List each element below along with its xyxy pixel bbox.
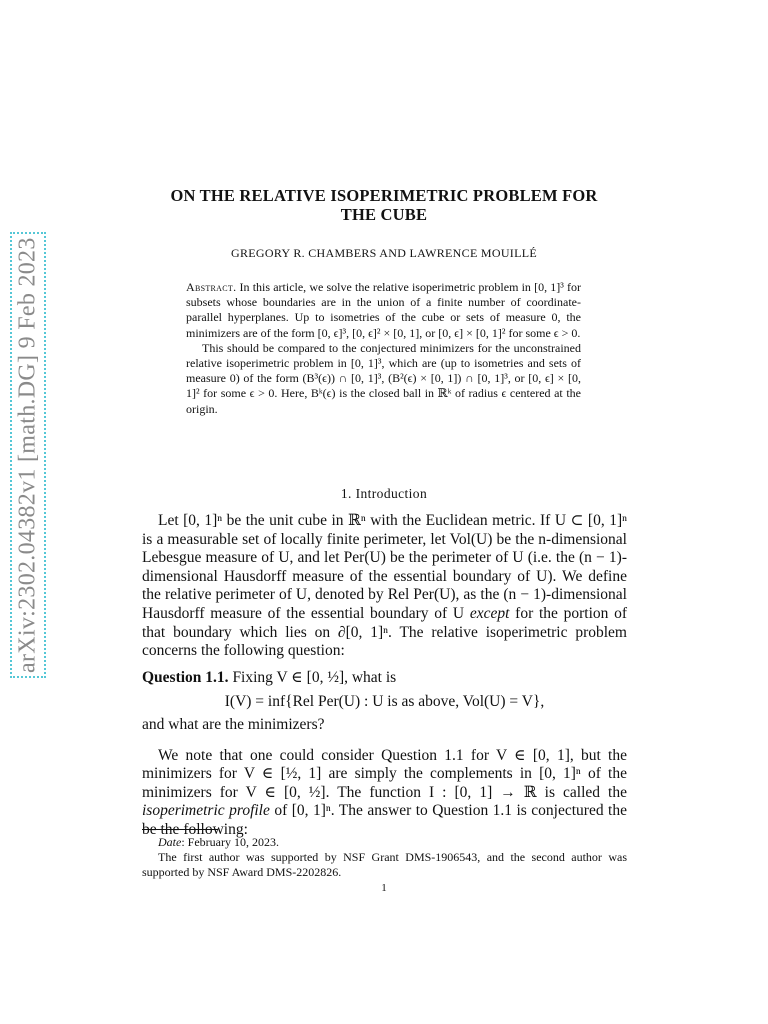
intro-text-1-tail: for the portion of that boundary which lies on ∂[0, 1]ⁿ. The relative isoperimetric problem concerns the following question: <box>142 604 628 660</box>
abstract-paragraph-2: This should be compared to the conjectured minimizers for the unconstrained relative isoperimetric problem in [0, 1]³, which are (up to isometries and sets of measure 0) of the form (B³(ϵ)) ∩ [0, 1]³, (B²(ϵ) × [0, 1]) ∩ [0, 1]³, or [0, ϵ] × [0, 1]² for some ϵ > 0. Here, Bᵏ(ϵ) is the closed ball in ℝᵏ of radius ϵ centered at the origin. <box>186 340 581 416</box>
date-label: Date <box>158 835 182 849</box>
footnote-rule <box>142 829 218 830</box>
date-value: : February 10, 2023. <box>181 835 279 849</box>
intro-text-1: Let [0, 1]ⁿ be the unit cube in ℝⁿ with the Euclidean metric. If U ⊂ [0, 1]ⁿ is a measurable set of locally finite perimeter, let Vol(U) be the n-dimensional Lebesgue measure of U, and let Per(U) be the perimeter of U (i.e. the (n − 1)-dimensional Hausdorff measure of the essential boundary of U). We define the relative perimeter of U, denoted by Rel Per(U), as the (n − 1)-dimensional Hausdorff measure of the essential boundary of U <box>142 512 627 622</box>
footnotes <box>142 835 627 880</box>
paper-title <box>140 186 628 224</box>
display-equation: I(V) = inf{Rel Per(U) : U is as above, Vol(U) = V}, <box>224 693 545 711</box>
abstract <box>186 280 581 417</box>
emphasis-except: except <box>469 604 510 622</box>
question-1-1 <box>142 669 627 688</box>
author-list: GREGORY R. CHAMBERS AND LAWRENCE MOUILLÉ <box>231 246 537 260</box>
body-text <box>142 512 627 840</box>
abstract-paragraph-1 <box>186 280 581 341</box>
question-followup: and what are the minimizers? <box>142 715 325 733</box>
question-text: Fixing V ∈ [0, ½], what is <box>232 668 397 686</box>
footnote-funding: The first author was supported by NSF Grant DMS-1906543, and the second author was supported by NSF Award DMS-2202826. <box>142 850 627 879</box>
intro-paragraph-2 <box>142 747 627 840</box>
question-label: Question 1.1. <box>142 668 229 686</box>
intro-text-2: We note that one could consider Question 1.1 for V ∈ [0, 1], but the minimizers for V ∈ [½, 1] are simply the complements in [0, 1]ⁿ of the minimizers for V ∈ [0, ½]. The function I : [0, 1] → ℝ is called the <box>142 746 627 801</box>
intro-text-2-tail: of [0, 1]ⁿ. The answer to Question 1.1 is conjectured the be the following: <box>142 802 627 838</box>
emphasis-isoperimetric-profile: isoperimetric profile <box>142 802 270 820</box>
title-line-2: THE CUBE <box>340 205 428 224</box>
arxiv-stamp: arXiv:2302.04382v1 [math.DG] 9 Feb 2023 <box>10 232 46 678</box>
page-number: 1 <box>381 882 387 894</box>
footnote-date <box>142 835 627 850</box>
abstract-text-1: In this article, we solve the relative isoperimetric problem in [0, 1]³ for subsets whose boundaries are in the union of a finite number of coordinate-parallel hyperplanes. Up to isometries of the cube or sets of measure 0, the minimizers are of the form [0, ϵ]³, [0, ϵ]² × [0, 1], or [0, ϵ] × [0, 1]² for some ϵ > 0. <box>186 280 581 340</box>
title-line-1: ON THE RELATIVE ISOPERIMETRIC PROBLEM FOR <box>170 186 598 205</box>
abstract-label: Abstract. <box>186 280 237 294</box>
intro-paragraph-1 <box>142 512 627 661</box>
section-heading: 1. Introduction <box>340 486 428 501</box>
